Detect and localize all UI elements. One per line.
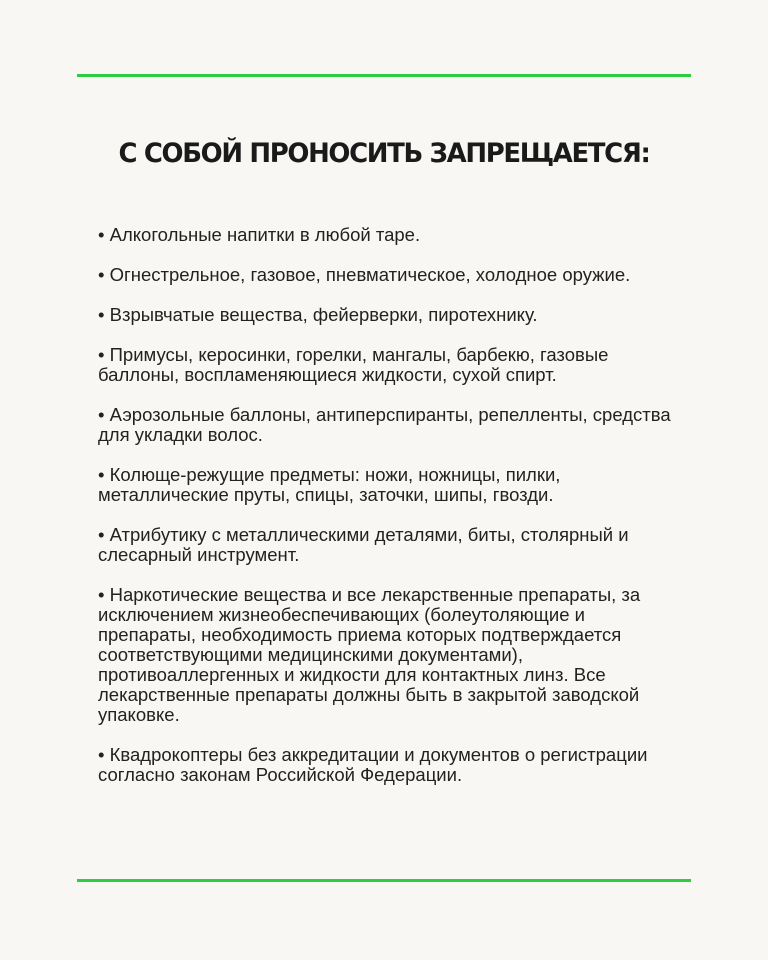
list-item-weapons: • Огнестрельное, газовое, пневматическое, холодное оружие. (98, 264, 631, 285)
list-item-drugs: • Наркотические вещества и все лекарственные препараты, за исключением жизнеобеспечивающих (болеутоляющие и препараты, необходимость приема которых подтверждается соответствующими медицинскими документами), противоаллергенных и жидкости для контактных линз. Все лекарственные препараты должны быть в закрытой заводской упаковке. (98, 584, 641, 725)
list-item-burners: • Примусы, керосинки, горелки, мангалы, барбекю, газовые баллоны, воспламеняющиеся жидкости, сухой спирт. (98, 344, 609, 385)
prohibited-items-list (98, 225, 698, 805)
list-item-explosives: • Взрывчатые вещества, фейерверки, пиротехнику. (98, 304, 538, 325)
list-item-sharp-objects: • Колюще-режущие предметы: ножи, ножницы, пилки, металлические пруты, спицы, заточки, шипы, гвозди. (98, 464, 561, 505)
list-item-drones: • Квадрокоптеры без аккредитации и документов о регистрации согласно законам Российской Федерации. (98, 744, 648, 785)
list-item-aerosols: • Аэрозольные баллоны, антиперспиранты, репелленты, средства для укладки волос. (98, 404, 671, 445)
list-item-alcohol: • Алкогольные напитки в любой таре. (98, 224, 421, 245)
page-title: С СОБОЙ ПРОНОСИТЬ ЗАПРЕЩАЕТСЯ: (118, 138, 650, 169)
list-item-metal-attributes: • Атрибутику с металлическими деталями, биты, столярный и слесарный инструмент. (98, 524, 629, 565)
top-divider (77, 74, 691, 77)
bottom-divider (77, 879, 691, 882)
